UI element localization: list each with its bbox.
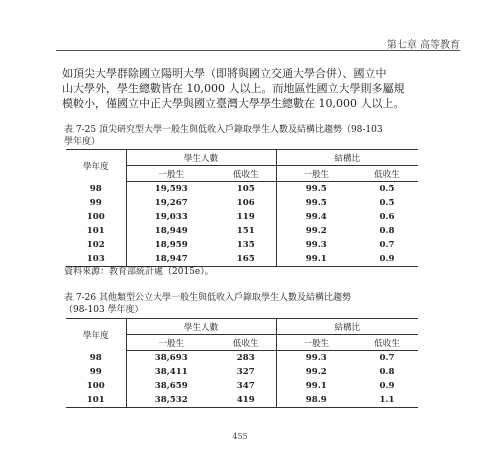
year-cell: 103: [66, 252, 126, 267]
table-row: [66, 393, 418, 408]
general-count-cell: 38,659: [154, 381, 188, 391]
low-income-ratio-cell: 0.8: [379, 367, 395, 377]
caption-line: 表 7-26 其他類型公立大學一般生與低收入戶錄取學生人數及結構比趨勢: [64, 293, 351, 303]
low-income-students-header: 低收生: [216, 166, 276, 182]
general-ratio-cell: 99.2: [305, 367, 327, 377]
low-income-ratio-cell: 0.6: [379, 212, 395, 222]
general-count-cell: 19,267: [154, 198, 188, 208]
low-income-ratio-header: 低收生: [356, 166, 418, 182]
year-cell: 100: [66, 379, 126, 393]
low-income-ratio-cell: 0.8: [379, 226, 395, 236]
year-cell: 98: [66, 182, 126, 197]
caption-line: 表 7-25 頂尖研究型大學一般生與低收入戶錄取學生人數及結構比趨勢（98-103: [64, 125, 383, 135]
general-ratio-cell: 99.1: [276, 252, 356, 267]
general-ratio-cell: 99.2: [305, 226, 327, 236]
general-ratio-cell: 99.4: [305, 212, 327, 222]
general-count-cell: 18,949: [154, 226, 188, 236]
table-7-26: [66, 318, 418, 408]
low-income-ratio-cell: 0.5: [379, 198, 395, 208]
low-income-ratio-cell: 0.7: [379, 240, 395, 250]
table-row: [66, 224, 418, 238]
general-students-header: 一般生: [126, 335, 216, 351]
page-number: 455: [232, 432, 248, 441]
year-cell: 99: [66, 196, 126, 210]
low-income-ratio-cell: 0.9: [356, 252, 418, 267]
low-income-count-cell: 151: [216, 224, 276, 238]
year-cell: 101: [66, 393, 126, 408]
low-income-count-cell: 283: [216, 351, 276, 366]
low-income-count-cell: 119: [216, 210, 276, 224]
general-count-cell: 19,593: [154, 184, 188, 194]
general-ratio-cell: 99.5: [305, 184, 327, 194]
general-count-cell: 19,033: [154, 212, 188, 222]
low-income-count-cell: 347: [216, 379, 276, 393]
table-7-26-caption: [64, 292, 351, 316]
general-ratio-cell: 99.3: [305, 240, 327, 250]
general-count-cell: 18,959: [154, 240, 188, 250]
general-ratio-header: 一般生: [276, 166, 356, 182]
low-income-ratio-cell: 0.9: [379, 381, 395, 391]
low-income-ratio-cell: 0.7: [379, 353, 395, 363]
low-income-ratio-header: 低收生: [356, 335, 418, 351]
chapter-header: 第七章 高等教育: [386, 40, 460, 51]
caption-line: （98-103 學年度）: [64, 305, 144, 315]
header-divider: [56, 50, 460, 51]
year-cell: 98: [66, 351, 126, 366]
year-header: 學年度: [66, 150, 126, 182]
low-income-ratio-cell: 1.1: [356, 393, 418, 408]
paragraph-line: 如頂尖大學群除國立陽明大學（即將與國立交通大學合併）、國立中: [62, 67, 387, 80]
paragraph-line: 模較小，僅國立中正大學與國立臺灣大學學生總數在 10,000 人以上。: [62, 97, 405, 110]
low-income-count-cell: 106: [216, 196, 276, 210]
general-ratio-cell: 98.9: [276, 393, 356, 408]
table-source-note: 資料來源：教育部統計處（2015e）。: [64, 267, 214, 277]
table-row: [66, 238, 418, 252]
general-ratio-cell: 99.5: [305, 198, 327, 208]
table-row: [66, 182, 418, 197]
table-row: [66, 365, 418, 379]
caption-line: 學年度）: [64, 137, 101, 147]
table-row: [66, 379, 418, 393]
body-paragraph: [62, 66, 436, 111]
table-row: [66, 210, 418, 224]
table-7-25: [66, 149, 418, 267]
general-count-cell: 38,693: [154, 353, 188, 363]
low-income-ratio-cell: 0.5: [379, 184, 395, 194]
low-income-count-cell: 105: [216, 182, 276, 197]
general-count-cell: 38,532: [126, 393, 216, 408]
low-income-students-header: 低收生: [216, 335, 276, 351]
general-ratio-header: 一般生: [276, 335, 356, 351]
year-cell: 100: [66, 210, 126, 224]
general-count-cell: 38,411: [154, 367, 188, 377]
low-income-count-cell: 165: [216, 252, 276, 267]
table-row: [66, 196, 418, 210]
student-count-header: 學生人數: [126, 319, 276, 335]
year-header: 學年度: [66, 319, 126, 351]
ratio-header: 結構比: [276, 150, 418, 166]
general-ratio-cell: 99.3: [305, 353, 327, 363]
low-income-count-cell: 419: [216, 393, 276, 408]
general-count-cell: 18,947: [126, 252, 216, 267]
year-cell: 102: [66, 238, 126, 252]
low-income-count-cell: 135: [216, 238, 276, 252]
year-cell: 101: [66, 224, 126, 238]
paragraph-line: 山大學外，學生總數皆在 10,000 人以上。而地區性國立大學則多屬規: [62, 82, 405, 95]
table-7-25-caption: [64, 124, 383, 148]
low-income-count-cell: 327: [216, 365, 276, 379]
table-row: [66, 351, 418, 366]
general-students-header: 一般生: [126, 166, 216, 182]
year-cell: 99: [66, 365, 126, 379]
general-ratio-cell: 99.1: [305, 381, 327, 391]
student-count-header: 學生人數: [126, 150, 276, 166]
ratio-header: 結構比: [276, 319, 418, 335]
